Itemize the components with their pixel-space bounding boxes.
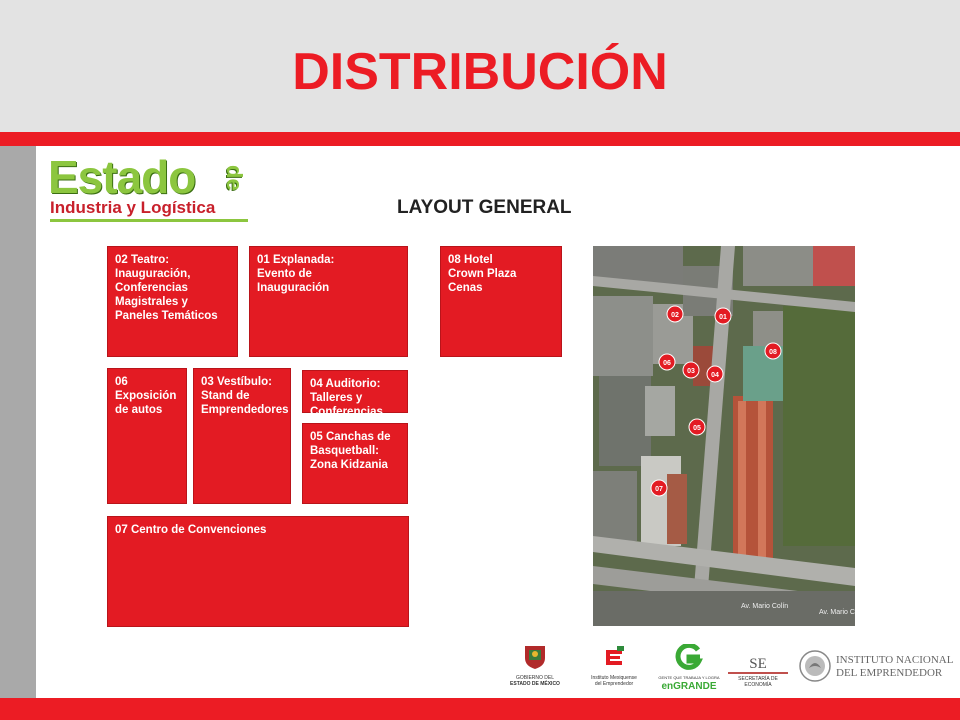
logo-de-text: de: [222, 165, 247, 191]
area-box-01-explanada: 01 Explanada: Evento de Inauguración: [249, 246, 408, 357]
logo-underline: [50, 219, 248, 222]
map-marker-08: [765, 343, 781, 359]
map-marker-05: [689, 419, 705, 435]
logo-estado-text: Estado: [48, 151, 196, 203]
mexico-eagle-seal-icon: [798, 648, 832, 684]
shield-icon: [523, 644, 547, 670]
map-street-label: Av. Mario C: [819, 609, 855, 616]
svg-text:08: 08: [769, 349, 777, 356]
svg-text:04: 04: [711, 372, 719, 379]
svg-text:07: 07: [655, 486, 663, 493]
svg-text:01: 01: [719, 314, 727, 321]
area-box-03-vestibulo: 03 Vestíbulo: Stand de Emprendedores: [193, 368, 291, 504]
map-marker-06: [659, 354, 675, 370]
footer-bar: [0, 698, 960, 720]
map-marker-04: [707, 366, 723, 382]
map-marker-07: [651, 480, 667, 496]
header-divider: [0, 132, 960, 146]
footer-logos: [500, 644, 954, 692]
area-box-08-hotel: 08 Hotel Crown Plaza Cenas: [440, 246, 562, 357]
map-street-label: Av. Mario Colín: [741, 603, 789, 610]
logo-subtitle: Industria y Logística: [50, 198, 216, 217]
area-box-07-centro-convenciones: 07 Centro de Convenciones: [107, 516, 409, 627]
map-marker-01: [715, 308, 731, 324]
se-logo: SE SECRETARÍA DE ECONOMÍA: [728, 656, 788, 704]
area-box-05-canchas: 05 Canchas de Basquetball: Zona Kidzania: [302, 423, 408, 504]
svg-text:06: 06: [663, 360, 671, 367]
left-stripe: [0, 146, 36, 698]
area-box-06-exposicion: 06 Exposición de autos: [107, 368, 187, 504]
gobierno-edomex-logo: GOBIERNO DEL ESTADO DE MÉXICO: [500, 644, 570, 692]
area-box-02-teatro: 02 Teatro: Inauguración, Conferencias Magistrales y Paneles Temáticos: [107, 246, 238, 357]
ime-logo: Instituto Mexiquense del Emprendedor: [582, 644, 646, 692]
ime-e-icon: [601, 644, 627, 670]
svg-text:02: 02: [671, 312, 679, 319]
g-letter-icon: [674, 644, 704, 670]
inadem-logo: INSTITUTO NACIONAL DEL EMPRENDEDOR: [798, 644, 948, 692]
slide-title: DISTRIBUCIÓN: [292, 43, 668, 101]
svg-text:05: 05: [693, 425, 701, 432]
aerial-map: [593, 246, 855, 626]
engrande-logo: GENTE QUE TRABAJA Y LOGRA enGRANDE: [658, 644, 720, 692]
slide-subtitle: LAYOUT GENERAL: [397, 197, 572, 218]
map-marker-03: [683, 362, 699, 378]
map-marker-02: [667, 306, 683, 322]
estado-logo: [48, 152, 258, 222]
area-box-04-auditorio: 04 Auditorio: Talleres y Conferencias: [302, 370, 408, 413]
svg-text:03: 03: [687, 368, 695, 375]
